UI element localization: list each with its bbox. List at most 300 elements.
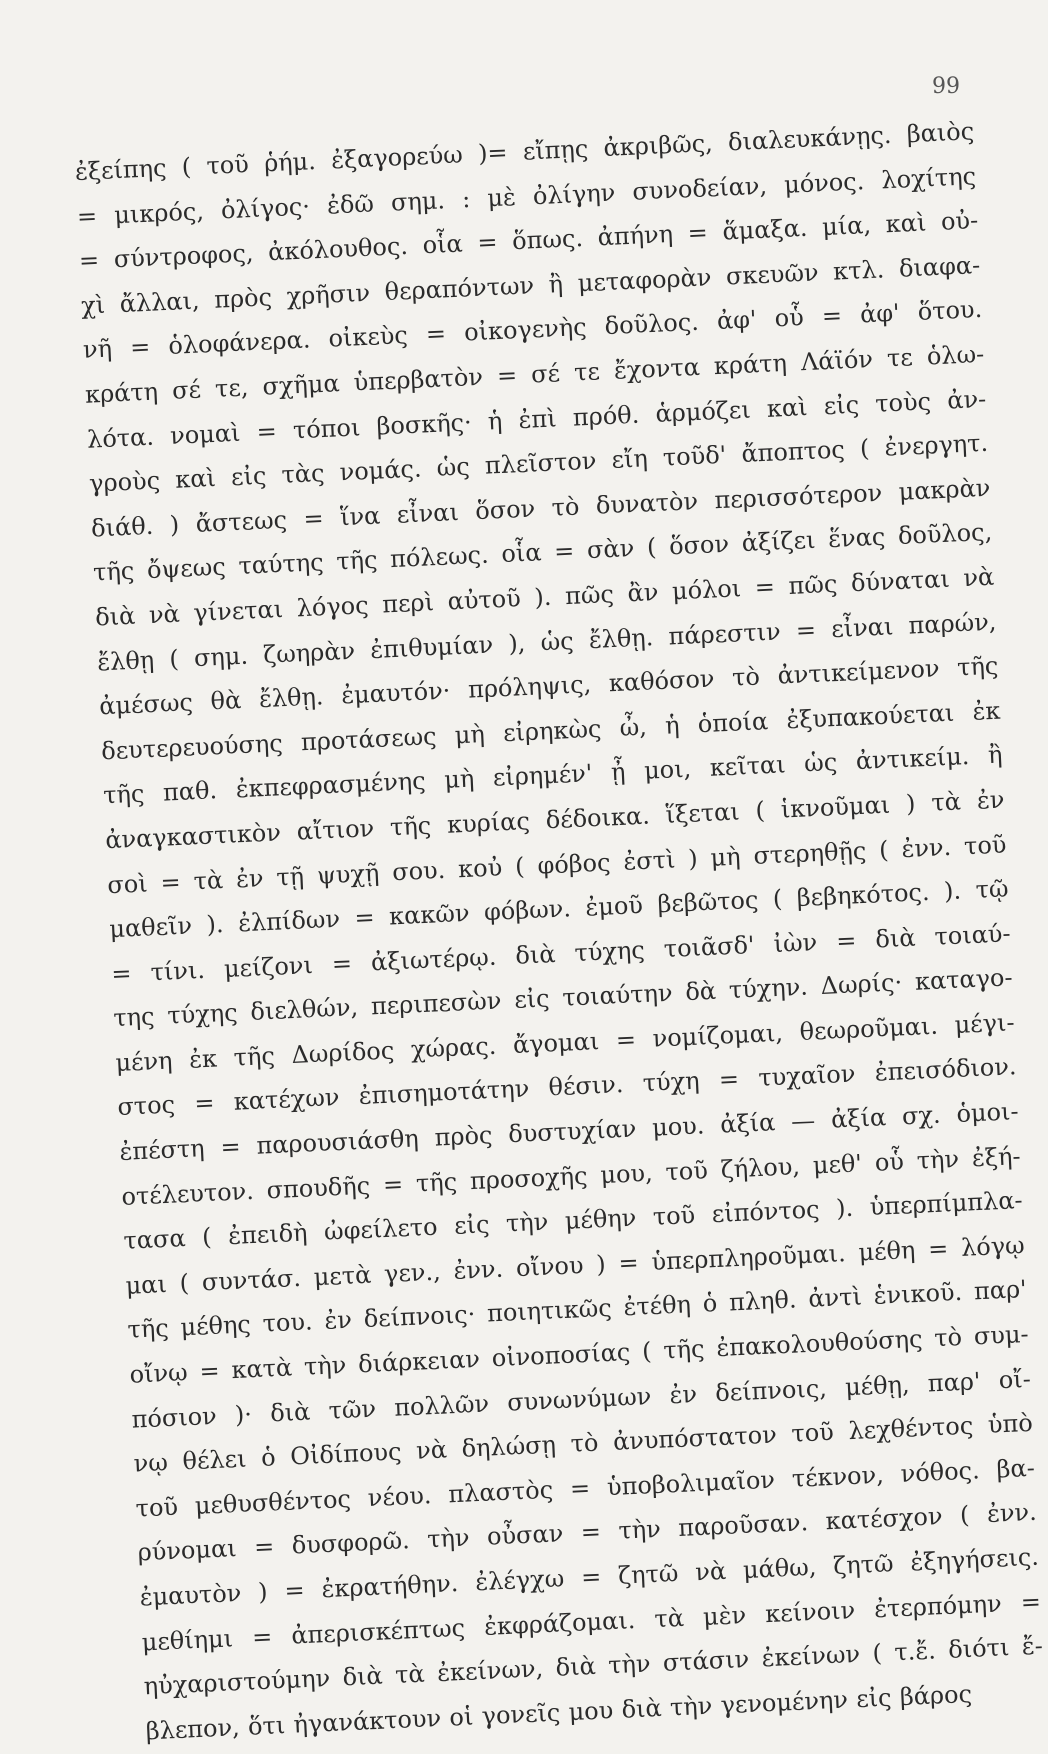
word: τῆς (415, 1167, 458, 1198)
word: ἔλθῃ. (258, 682, 325, 714)
word: = (255, 416, 278, 446)
word: τ.ἔ. (893, 1636, 937, 1667)
word: τασα (122, 1224, 187, 1256)
word: νὰ (694, 1556, 727, 1587)
word: χὶ (80, 290, 106, 320)
word: νομάς. (338, 454, 423, 487)
word: = (553, 537, 575, 566)
word: ἐνεργητ. (883, 429, 989, 462)
word: πάρεστιν (667, 616, 782, 651)
word: βεβηκότος. (796, 878, 931, 913)
word: νέου. (367, 1480, 433, 1512)
word: εἰς (513, 984, 551, 1015)
word: ἰὼν (772, 927, 818, 958)
word: ἀξίζει (741, 526, 817, 558)
word: = (617, 1248, 640, 1278)
word: μάθω, (742, 1552, 817, 1585)
word: σχ. (901, 1100, 942, 1131)
word: ὁλω- (926, 339, 985, 371)
commentary-text (74, 109, 1046, 1754)
word: μὴ (454, 719, 486, 750)
word: τῆς (335, 546, 379, 576)
word: ὁ (702, 1289, 718, 1319)
word: τῇ (275, 861, 305, 892)
word: παρ' (973, 1275, 1028, 1306)
word: ὁλοφάνερα. (167, 325, 312, 361)
word: κράτη (713, 348, 788, 381)
word: ἄγομαι (512, 1026, 600, 1059)
word: ἐκ (971, 696, 1002, 726)
word: βοσκῆς· (375, 407, 473, 441)
word: τὰ (653, 1603, 685, 1633)
word: ἀναγκαστικὸν (104, 818, 282, 855)
word: = (795, 615, 817, 645)
word: ὑπερπληροῦμαι. (650, 1238, 847, 1276)
word: ἀντικείμ. (855, 742, 970, 776)
word: κεῖται (709, 750, 787, 783)
word: ἱκνοῦμαι (780, 790, 891, 824)
word: ζήλου, (720, 1151, 801, 1184)
word: στος (116, 1090, 176, 1122)
word: μικρός, (113, 196, 205, 229)
word: σκευῶν (725, 258, 820, 291)
word: πόλεως. (389, 540, 490, 574)
word: σημ. (193, 641, 249, 672)
word: βα- (995, 1453, 1036, 1484)
word: )· (234, 1399, 253, 1429)
word: ἑνικοῦ. (873, 1278, 963, 1311)
word: = (302, 503, 325, 533)
word: τῆς (126, 1314, 170, 1345)
word: ἐν (323, 1306, 353, 1336)
word: ἐκρατήθην. (320, 1569, 459, 1604)
word: = (110, 958, 133, 988)
word: ἀν- (946, 384, 987, 415)
word: παθ. (162, 776, 218, 807)
word: ἢ (987, 740, 1004, 770)
word: λεχθέντος (847, 1411, 974, 1446)
word: = (353, 903, 376, 933)
word: ὁ (260, 1443, 277, 1473)
word: πῶς (787, 569, 838, 600)
word: ἀκόλουθος. (267, 232, 409, 267)
word: ᾖ (610, 757, 627, 787)
word: τοῦ (135, 1492, 179, 1523)
word: ἁρμόζει (654, 395, 752, 428)
word: ἡ (487, 406, 503, 436)
word: ποιητικῶς (486, 1294, 613, 1328)
word: ). (835, 1194, 854, 1223)
word: μοι, (643, 754, 692, 786)
word: θὰ (209, 686, 242, 716)
word: ἐμαυτόν· (340, 676, 451, 710)
word: κείνοιν (764, 1595, 856, 1628)
word: ἐπιθυμίαν (369, 630, 494, 664)
word: ( (878, 835, 890, 864)
word: μου. (651, 1111, 705, 1142)
word: δείπνοις, (714, 1373, 828, 1407)
word: ὁμοι- (955, 1097, 1020, 1129)
word: λοχίτης (880, 161, 977, 194)
word: τε (886, 343, 914, 373)
word: νὰ (962, 562, 995, 593)
word: ἐπειδὴ (227, 1218, 309, 1251)
word: ζωηρὰν (262, 636, 356, 669)
word: τέκνον, (791, 1460, 885, 1493)
word: σοὶ (106, 868, 149, 899)
word: δὰ (684, 977, 717, 1007)
word: λόγος (296, 591, 370, 623)
word: ἀφ' (716, 305, 758, 336)
word: ( (514, 851, 526, 881)
word: = (76, 201, 98, 231)
word: = (198, 1356, 221, 1386)
word: ἐν (976, 785, 1005, 815)
word: γεν., (383, 1257, 442, 1288)
word: εἶναι (830, 611, 894, 643)
word: μέθη (857, 1235, 916, 1267)
word: ) (687, 843, 699, 873)
word: ) (595, 1249, 607, 1279)
word: = (283, 1576, 306, 1605)
word: μεθυσθέντος (194, 1484, 352, 1520)
word: κυρίας (446, 806, 531, 839)
word: μετὰ (313, 1260, 372, 1292)
word: ἐνν. (900, 832, 952, 863)
word: ἀκριβῶς, (602, 129, 714, 162)
word: νῳ (133, 1448, 169, 1478)
word: παρ' (927, 1366, 982, 1398)
word: ἐπισημοτάτην (358, 1074, 530, 1111)
word: πλαστὸς (447, 1475, 554, 1509)
word: ὡς (436, 452, 471, 483)
word: ἐνν. (452, 1254, 504, 1285)
word: τὰς (280, 459, 326, 490)
word: μία, (821, 211, 872, 242)
word: ἀπερισκέπτως (290, 1613, 466, 1650)
word: του. (262, 1307, 314, 1339)
word: ἐδῶ (326, 189, 375, 220)
word: ἐν (235, 863, 265, 893)
word: τῷ (975, 874, 1010, 904)
word: κράτη (84, 377, 159, 409)
word: διὰ (874, 923, 917, 954)
word: καὶ (885, 208, 927, 239)
word: τοῦ (963, 829, 1007, 860)
word: = (496, 361, 518, 390)
word: ῥήμ. (263, 147, 317, 178)
word: ὑπερπίμπλα- (869, 1186, 1024, 1222)
word: = (580, 1562, 602, 1592)
word: = (251, 1622, 273, 1652)
word: ἔλθῃ (96, 645, 155, 676)
word: περισσότερον (713, 478, 883, 515)
word: τὰ (930, 787, 962, 817)
word: καὶ (766, 392, 809, 423)
word: οἷα (500, 538, 543, 569)
word: τύχης (573, 935, 646, 967)
word: ( (859, 434, 870, 463)
word: ἐκφράζομαι. (483, 1605, 636, 1641)
word: ἀνυπόστατον (612, 1420, 778, 1457)
word: νὰ (415, 1435, 448, 1466)
word: εἶναι (396, 497, 460, 529)
word: σέ (171, 375, 202, 405)
word: — (790, 1106, 816, 1136)
word: οἰκογενὴς (463, 313, 588, 347)
word: τίνι. (149, 955, 206, 987)
word: ἠγανάκτουν (292, 1703, 442, 1739)
word: χώρας. (410, 1031, 497, 1064)
word: τυχαῖον (757, 1059, 856, 1093)
word: εἰς (855, 1683, 893, 1713)
word: οἰκεὺς (327, 321, 409, 354)
word: τῆς (233, 1041, 276, 1072)
word: περιπεσὼν (370, 986, 502, 1021)
word: τῆς (102, 779, 146, 810)
word: ὑποβολιμαῖον (606, 1465, 776, 1501)
word: = (425, 319, 447, 349)
word: ) (169, 510, 180, 539)
word: σέ (530, 359, 561, 389)
word: σχῆμα (261, 369, 341, 401)
word: κατέχων (233, 1083, 340, 1117)
word: ἀφ' (859, 299, 901, 329)
word: μὴ (709, 842, 742, 872)
word: τὴν (505, 1207, 549, 1238)
word: τὸ (570, 1428, 599, 1459)
word: δείπνοις· (363, 1300, 476, 1334)
word: = (382, 1169, 404, 1199)
word: εἰρημέν' (492, 759, 594, 792)
word: μένη (114, 1046, 174, 1077)
word: ( (178, 1268, 190, 1298)
word: ἐμοῦ (584, 891, 644, 922)
word: νῆ (82, 334, 113, 365)
word: ). (533, 582, 553, 612)
word: εἰρηκὼς (502, 714, 602, 747)
word: καθόσον (608, 664, 716, 698)
word: = (253, 1532, 275, 1562)
word: ὄψεως (146, 552, 227, 585)
word: ἵνα (339, 501, 381, 532)
word: βαιὸς (906, 117, 975, 149)
word: ἐκ (188, 1044, 218, 1074)
word: ἐπὶ (517, 403, 558, 434)
word: τοῦ (664, 1155, 709, 1186)
word: γενομένην (719, 1685, 849, 1720)
word: τοῦ (790, 1418, 835, 1448)
word: συνοδείαν, (631, 171, 768, 206)
word: δύναται (850, 564, 951, 598)
word: ρύνομαι (137, 1534, 238, 1567)
word: μου (567, 1695, 614, 1726)
word: τὸ (551, 492, 580, 522)
word: ἀξία (719, 1108, 776, 1139)
word: ὁποία (697, 706, 769, 738)
word: = (580, 1517, 602, 1547)
word: ἐκείνων, (436, 1654, 544, 1688)
word: τὴν (607, 1649, 652, 1680)
word: οὗ (774, 303, 805, 333)
word: = (754, 572, 776, 602)
word: θεωροῦμαι. (798, 1011, 939, 1046)
word: τε (573, 357, 601, 387)
word: τὰ (394, 1659, 426, 1690)
word: τοῦ (652, 1201, 696, 1232)
word: = (1020, 1587, 1042, 1617)
word: ). (205, 910, 225, 939)
word: οὖσαν (486, 1519, 564, 1552)
word: ὀλίγην (532, 178, 616, 210)
word: βλεπον, (145, 1712, 241, 1746)
word: διὰ (620, 1693, 663, 1724)
word: τοιαύ- (933, 919, 1012, 951)
word: καταγο- (914, 963, 1014, 996)
word: καὶ (174, 464, 217, 494)
word: ὠφείλετο (323, 1212, 439, 1247)
word: ὑπερβατὸν (353, 362, 484, 397)
word: τὴν (617, 1515, 662, 1546)
word: σὰν (586, 534, 635, 565)
word: διαφα- (898, 250, 981, 283)
word: διὰ (341, 1661, 384, 1692)
word: της (112, 1002, 156, 1033)
word: οἰνοποσίας (491, 1338, 631, 1373)
word: ἡ (664, 710, 681, 740)
word: μὴ (443, 764, 475, 795)
word: κατὰ (230, 1353, 293, 1385)
word: διὰ (269, 1397, 311, 1428)
word: προτάσεως (300, 721, 438, 757)
word: ( (959, 1501, 971, 1530)
word: ἐν (668, 1379, 698, 1409)
word: δοῦλος. (604, 308, 700, 341)
word: = (129, 333, 151, 363)
word: ἂν (626, 577, 659, 608)
word: = (718, 1065, 740, 1095)
word: ἀξιωτέρῳ. (370, 942, 497, 977)
word: τὴν (303, 1350, 347, 1381)
word: ( (754, 796, 766, 825)
word: γίνεται (192, 594, 284, 627)
word: = (687, 218, 709, 248)
word: μείζονι (223, 950, 314, 983)
word: ἀξία (830, 1103, 887, 1134)
word: ἀντὶ (807, 1282, 863, 1314)
word: διελθών, (249, 993, 359, 1027)
word: μακρὰν (897, 473, 991, 506)
word: θέλει (181, 1444, 248, 1476)
word: τύχην. (728, 972, 809, 1005)
word: στερηθῇς (752, 836, 867, 870)
word: ἐπέστη (118, 1134, 206, 1167)
word: διάρκειαν (357, 1344, 481, 1379)
word: δοῦλος, (897, 518, 993, 551)
word: βεβῶτος (656, 885, 759, 919)
word: οτέλευτον. (120, 1176, 255, 1211)
word: ), (507, 628, 526, 658)
word: διὰ (555, 1652, 597, 1682)
word: ἐστὶ (622, 844, 676, 876)
word: εἴπῃς (522, 134, 589, 166)
word: μεθίημι (141, 1623, 234, 1657)
word: κακῶν (388, 898, 471, 931)
word: ἄστεως (195, 505, 288, 538)
word: τῶν (327, 1394, 377, 1425)
word: = (193, 1089, 216, 1118)
word: μεταφορὰν (577, 263, 712, 298)
word: ἐκπεφρασμένης (235, 767, 427, 804)
word: εἰπόντος (711, 1195, 821, 1229)
word: πρόληψις, (467, 670, 592, 704)
word: ἐξείπης (74, 153, 168, 186)
word: τόποι (292, 412, 361, 444)
word: βάρος (899, 1679, 973, 1711)
word: μὲ (486, 182, 517, 212)
word: τύχη (642, 1067, 701, 1098)
word: σύντροφος, (113, 239, 255, 274)
word: τῆς (956, 651, 999, 682)
word: αἴτιον (296, 814, 375, 846)
word: ἐξαγορεύω (330, 140, 464, 175)
word: πολλῶν (393, 1389, 490, 1422)
word: = (927, 1234, 949, 1264)
word: τύχης (166, 998, 239, 1030)
word: πρὸς (213, 282, 273, 314)
word: πληθ. (728, 1285, 798, 1317)
word: εἴη (610, 444, 649, 475)
word: οἴνῳ (128, 1358, 189, 1389)
word: = (569, 1473, 591, 1503)
word: πρὸς (433, 1121, 493, 1152)
word: = (476, 228, 499, 257)
word: ὦ, (618, 712, 648, 742)
word: ἕνας (827, 522, 886, 554)
word: οἱ (448, 1702, 474, 1732)
word: σου. (391, 855, 446, 886)
word: μέγι- (953, 1008, 1016, 1039)
word: τῆς (389, 811, 432, 842)
word: ἀμέσως (98, 688, 194, 721)
word: ἅμαξα. (721, 214, 809, 246)
word: νομίζομαι, (652, 1018, 784, 1053)
word: ( (181, 152, 192, 182)
word: τοιαύτην (561, 979, 674, 1012)
word: εἰς (230, 461, 267, 492)
word: μόνος. (783, 166, 865, 199)
word: μαι (124, 1269, 168, 1300)
word: ἀπήνη (597, 220, 674, 252)
word: πρόθ. (572, 400, 640, 432)
word: σημ. (390, 185, 446, 217)
word: εἰς (823, 390, 860, 420)
word: δέδοικα. (545, 801, 651, 835)
word: ( (641, 1337, 653, 1366)
word: νόθος. (900, 1456, 981, 1488)
word: ὅτι (247, 1710, 286, 1741)
word: γροὺς (88, 466, 161, 498)
word: ( (168, 644, 180, 673)
word: παρών, (907, 607, 997, 640)
word: μου, (599, 1158, 654, 1189)
word: ). (943, 876, 962, 906)
word: ἐκείνων (760, 1640, 861, 1673)
word: περὶ (381, 588, 435, 619)
word: φόβος (536, 847, 612, 880)
word: τὴν (669, 1691, 713, 1722)
word: Λάϊόν (800, 344, 874, 377)
